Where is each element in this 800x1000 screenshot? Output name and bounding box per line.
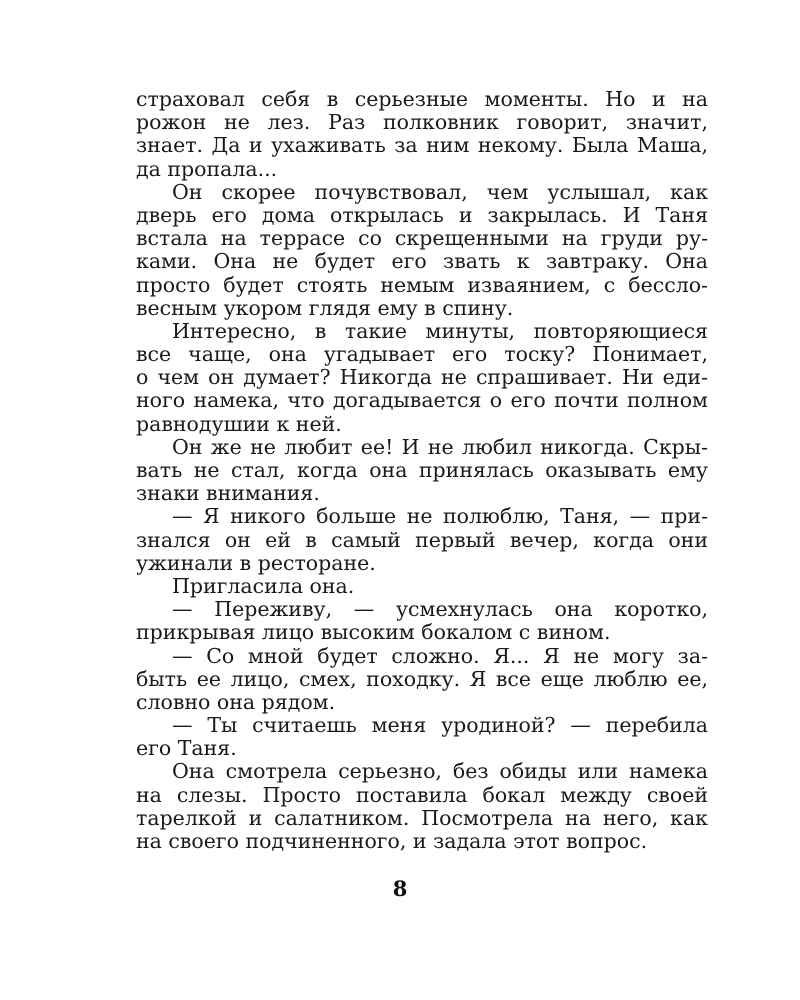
body-text (136, 88, 708, 853)
text-line: — Переживу, — усмехнулась она коротко, (172, 597, 708, 622)
text-line: — Ты считаешь меня уродиной? — перебила (172, 713, 708, 738)
text-line: на слезы. Просто поставила бокал между своей (136, 782, 708, 807)
paragraph (136, 320, 708, 436)
text-line: да пропала... (136, 156, 278, 181)
text-line: весным укором глядя ему в спину. (136, 295, 514, 320)
text-line: Пригласила она. (172, 573, 355, 598)
text-line: — Я никого больше не полюблю, Таня, — при- (172, 504, 708, 529)
text-line: Интересно, в такие минуты, повторяющиеся (172, 318, 708, 343)
paragraph (136, 575, 708, 598)
text-line: ужинали в ресторане. (136, 550, 376, 575)
text-line: Она смотрела серьезно, без обиды или намека (172, 759, 708, 784)
paragraph (136, 181, 708, 320)
text-line: на своего подчиненного, и задала этот вопрос. (136, 829, 648, 853)
text-line: встала на террасе со скрещенными на груди ру- (136, 226, 708, 251)
text-line: быть ее лицо, смех, походку. Я все еще люблю ее, (136, 666, 708, 691)
text-line: вать не стал, когда она принялась оказывать ему (136, 458, 708, 482)
page-number: 8 (392, 876, 408, 901)
text-line: ками. Она не будет его звать к завтраку. Она (136, 249, 708, 274)
text-line: тарелкой и салатником. Посмотрела на него, как (136, 805, 708, 830)
paragraph (136, 714, 708, 760)
paragraph (136, 88, 708, 181)
text-line: дверь его дома открылась и закрылась. И Таня (136, 202, 708, 227)
text-line: просто будет стоять немым изваянием, с бессло- (136, 272, 708, 297)
text-line: Он же не любит ее! И не любил никогда. Скры- (172, 434, 708, 459)
text-line: его Таня. (136, 736, 237, 761)
text-line: словно она рядом. (136, 689, 336, 714)
text-line: знает. Да и ухаживать за ним некому. Была Маша, (136, 133, 708, 158)
text-line: рожон не лез. Раз полковник говорит, значит, (136, 110, 708, 135)
paragraph (136, 645, 708, 715)
text-line: знаки внимания. (136, 481, 320, 506)
text-line: — Со мной будет сложно. Я... Я не могу за- (172, 643, 708, 668)
text-line: Он скорее почувствовал, чем услышал, как (172, 179, 708, 204)
text-line: все чаще, она угадывает его тоску? Понимает, (136, 342, 708, 367)
text-line: равнодушии к ней. (136, 411, 342, 436)
paragraph (136, 760, 708, 853)
paragraph (136, 505, 708, 575)
paragraph (136, 598, 708, 644)
text-line: знался он ей в самый первый вечер, когда они (136, 527, 708, 552)
text-line: о чем он думает? Никогда не спрашивает. Ни еди- (136, 365, 708, 390)
text-line: прикрывая лицо высоким бокалом с вином. (136, 620, 611, 645)
paragraph (136, 436, 708, 506)
text-line: страховал себя в серьезные моменты. Но и на (136, 87, 708, 111)
text-line: ного намека, что догадывается о его почти полном (136, 388, 708, 413)
